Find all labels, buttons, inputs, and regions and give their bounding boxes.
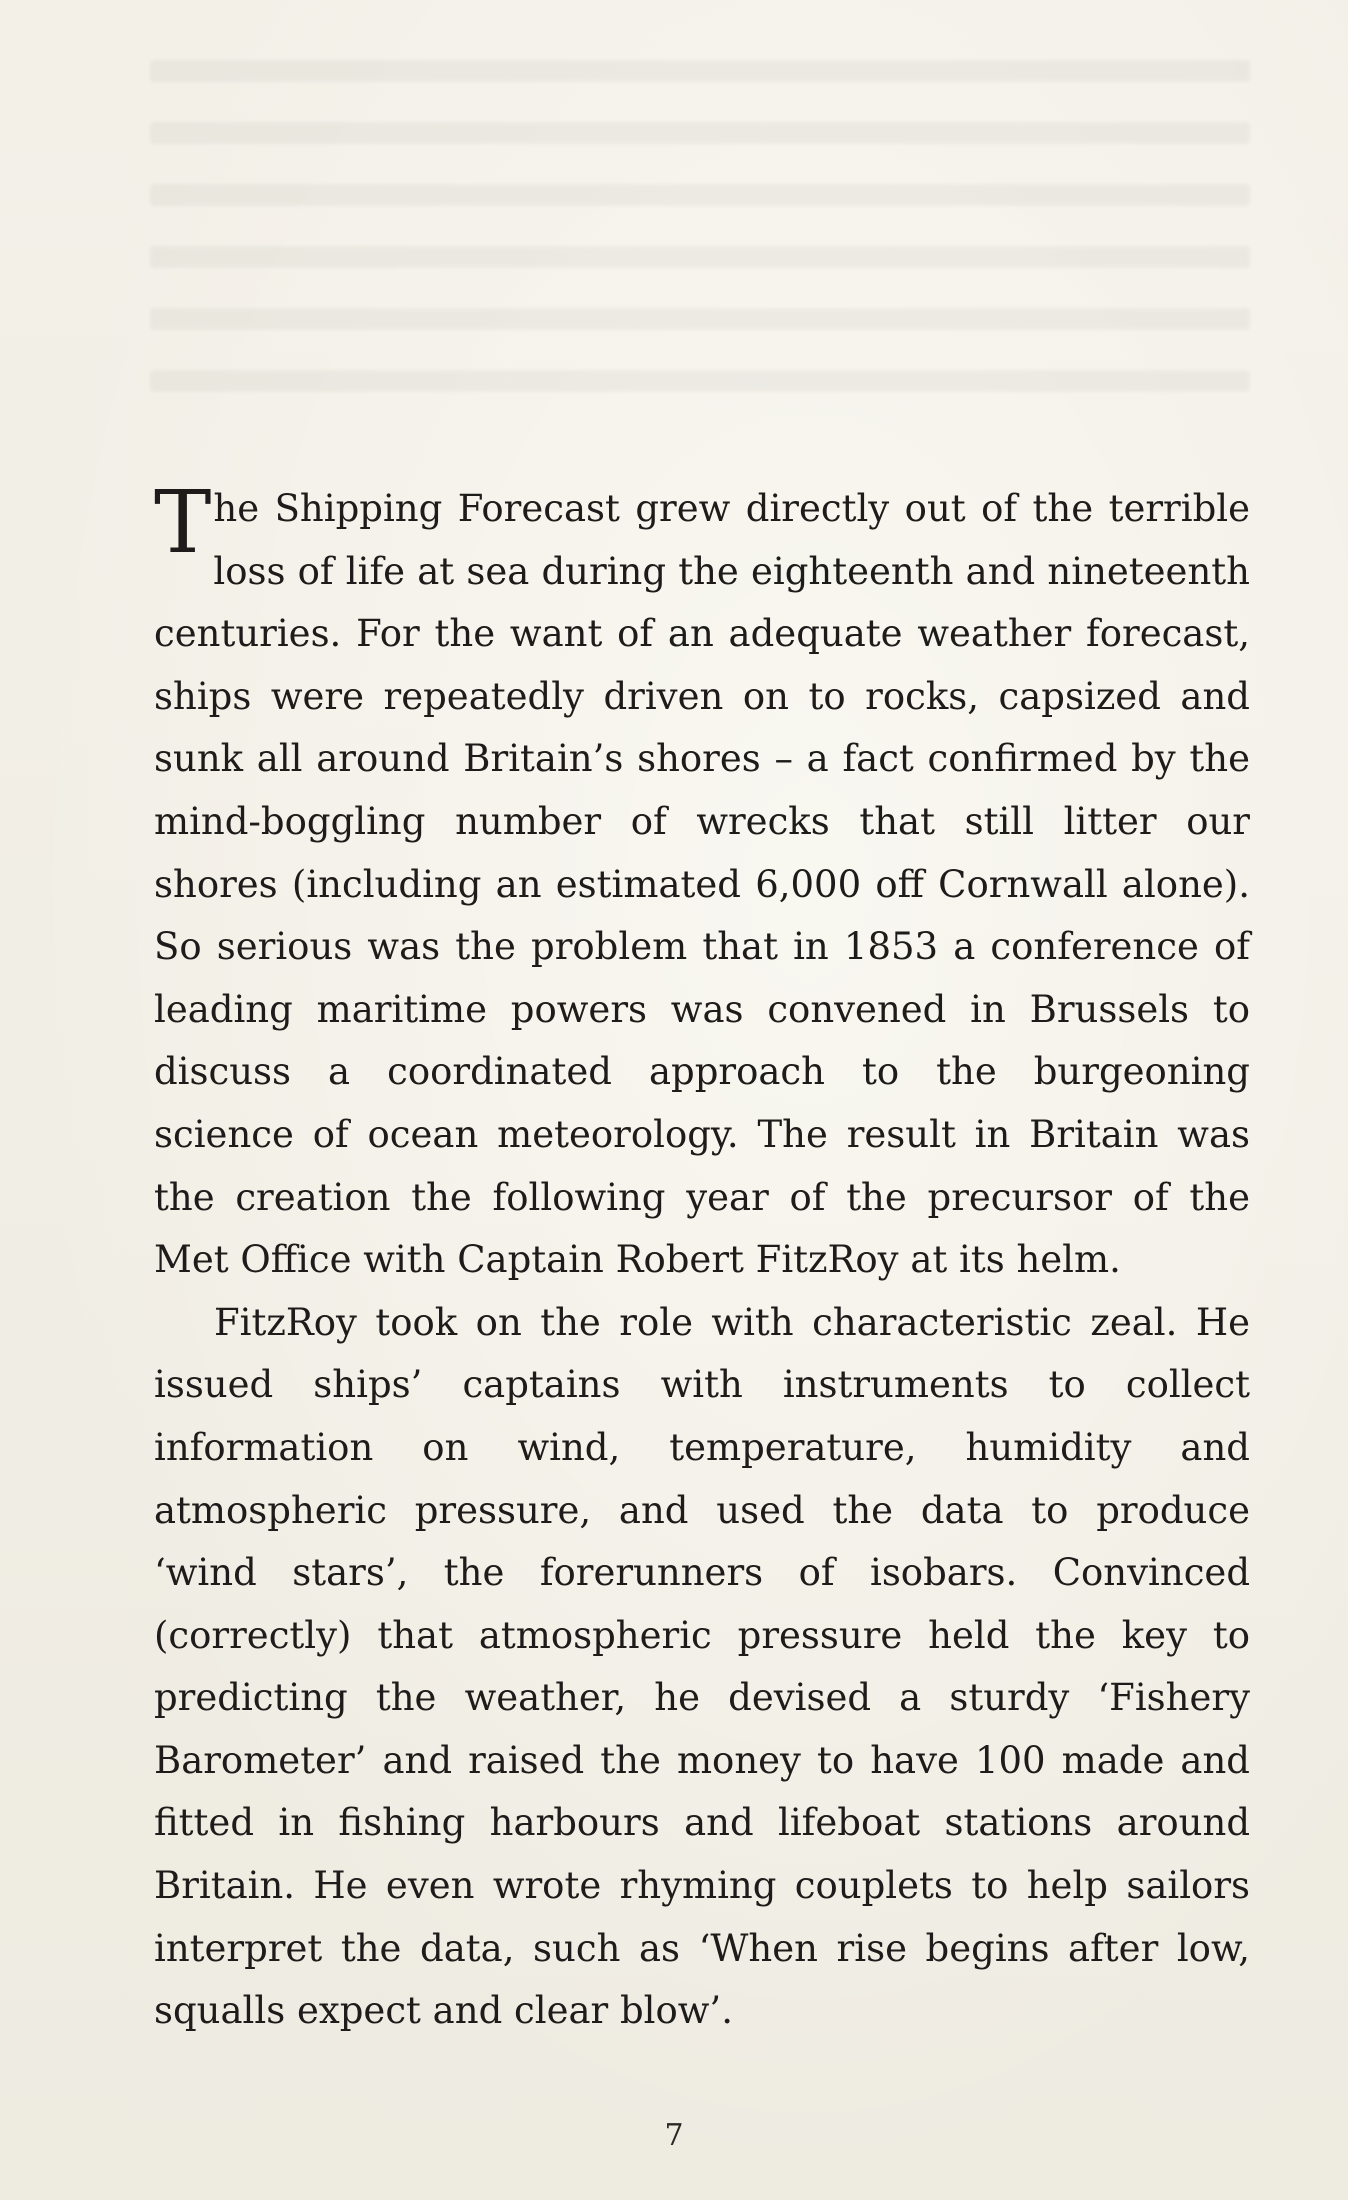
show-through-texture [150,60,1250,460]
paragraph-1-text: he Shipping Forecast grew directly out of the terrible loss of life at sea during the eighteenth and nineteenth centuries. For the want of an adequate weather forecast, ships were repeatedly driven on to rocks, capsized and sunk all around Britain’s shores – a fact confirmed by the mind-boggling number of wrecks that still litter our shores (including an estimated 6,000 off Cornwall alone). So serious was the problem that in 1853 a conference of leading maritime powers was convened in Brussels to discuss a coordinated approach to the burgeoning science of ocean meteorology. The result in Britain was the creation the following year of the precursor of the Met Office with Captain Robert FitzRoy at its helm. [154,487,1250,1282]
page-number: 7 [664,2118,684,2153]
body-text [154,473,1250,2043]
drop-cap: T [154,473,212,573]
paragraph-1 [154,473,1250,1292]
paragraph-2: FitzRoy took on the role with characteristic zeal. He issued ships’ captains with instruments to collect information on wind, temperature, humidity and atmospheric pressure, and used the data to produce ‘wind stars’, the forerunners of isobars. Convinced (correctly) that atmospheric pressure held the key to predicting the weather, he devised a sturdy ‘Fishery Barometer’ and raised the money to have 100 made and fitted in fishing harbours and lifeboat stations around Britain. He even wrote rhyming couplets to help sailors interpret the data, such as ‘When rise begins after low, squalls expect and clear blow’. [154,1300,1250,2033]
